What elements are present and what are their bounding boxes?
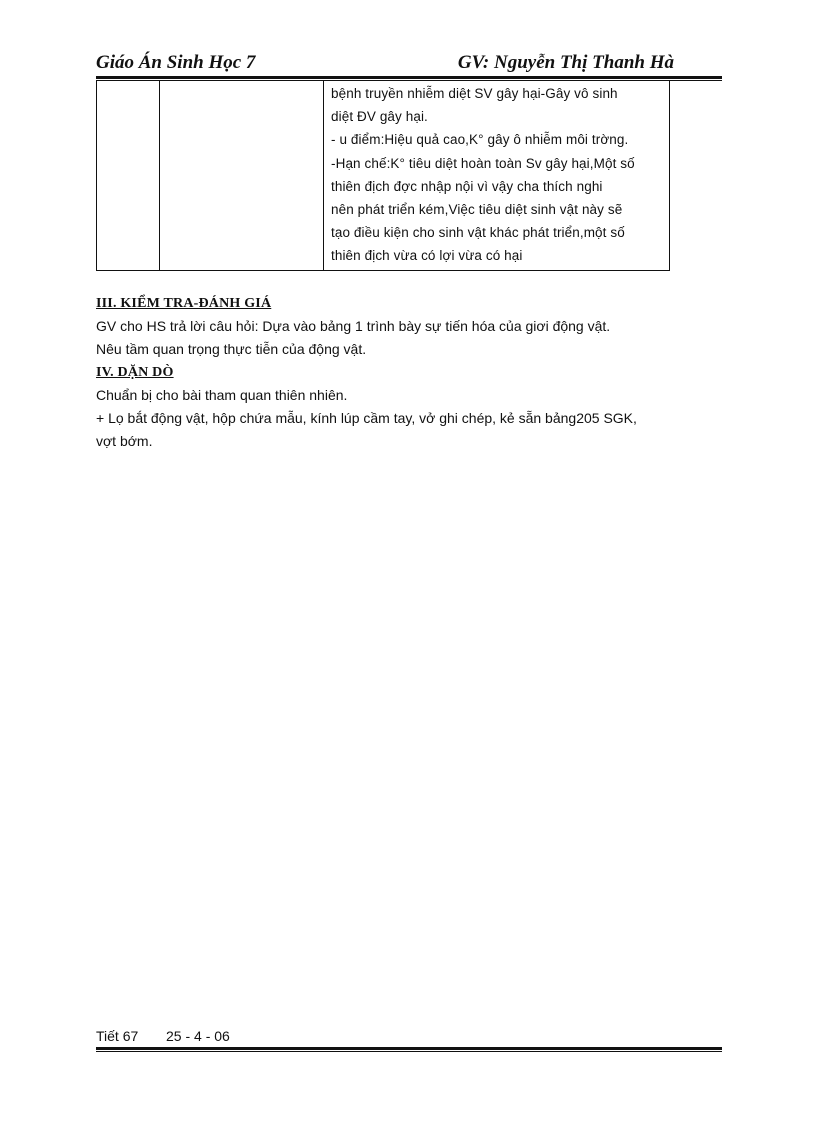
footer-rule-thin: [96, 1051, 722, 1052]
page-footer: [96, 1026, 722, 1056]
table-line: bệnh truyền nhiễm diệt SV gây hại-Gây vô sinh: [331, 86, 618, 101]
lesson-number: Tiết 67: [96, 1028, 139, 1044]
paragraph-line: vợt bớm.: [96, 433, 153, 449]
paragraph-line: GV cho HS trả lời câu hỏi: Dựa vào bảng 1 trình bày sự tiến hóa của giơi động vật.: [96, 318, 611, 334]
table-line: nên phát triển kém,Việc tiêu diệt sinh vật này sẽ: [331, 202, 623, 218]
table-line: - u điểm:Hiệu quả cao,K° gây ô nhiễm môi trờng.: [331, 132, 629, 148]
section-heading: IV. DẶN DÒ: [96, 365, 174, 380]
content-table: [96, 80, 670, 271]
paragraph-line: + Lọ bắt động vật, hộp chứa mẫu, kính lúp cầm tay, vở ghi chép, kẻ sẵn bảng205 SGK,: [96, 410, 637, 426]
table-column-divider: [159, 80, 160, 270]
header-rule: [96, 76, 722, 79]
lesson-date: 25 - 4 - 06: [166, 1028, 230, 1044]
table-line: thiên địch vừa có lợi vừa có hại: [331, 248, 523, 264]
table-line: diệt ĐV gây hại.: [331, 109, 428, 125]
table-line: thiên địch đợc nhập nội vì vậy cha thích nghi: [331, 178, 603, 194]
table-column-divider: [323, 80, 324, 270]
teacher-name: GV: Nguyễn Thị Thanh Hà: [457, 52, 674, 73]
paragraph-line: Nêu tầm quan trọng thực tiễn của động vật.: [96, 341, 367, 357]
table-cell: [331, 82, 666, 268]
section-heading: III. KIỂM TRA-ĐÁNH GIÁ: [96, 296, 272, 311]
table-line: tạo điều kiện cho sinh vật khác phát triển,một số: [331, 225, 625, 241]
page-header: [96, 50, 722, 78]
section-assessment: [96, 292, 696, 361]
footer-rule: [96, 1047, 722, 1050]
section-homework: [96, 361, 696, 453]
document-title: Giáo Án Sinh Học 7: [96, 52, 256, 73]
table-line: -Hạn chế:K° tiêu diệt hoàn toàn Sv gây hại,Một số: [331, 155, 635, 171]
paragraph-line: Chuẩn bị cho bài tham quan thiên nhiên.: [96, 387, 348, 403]
